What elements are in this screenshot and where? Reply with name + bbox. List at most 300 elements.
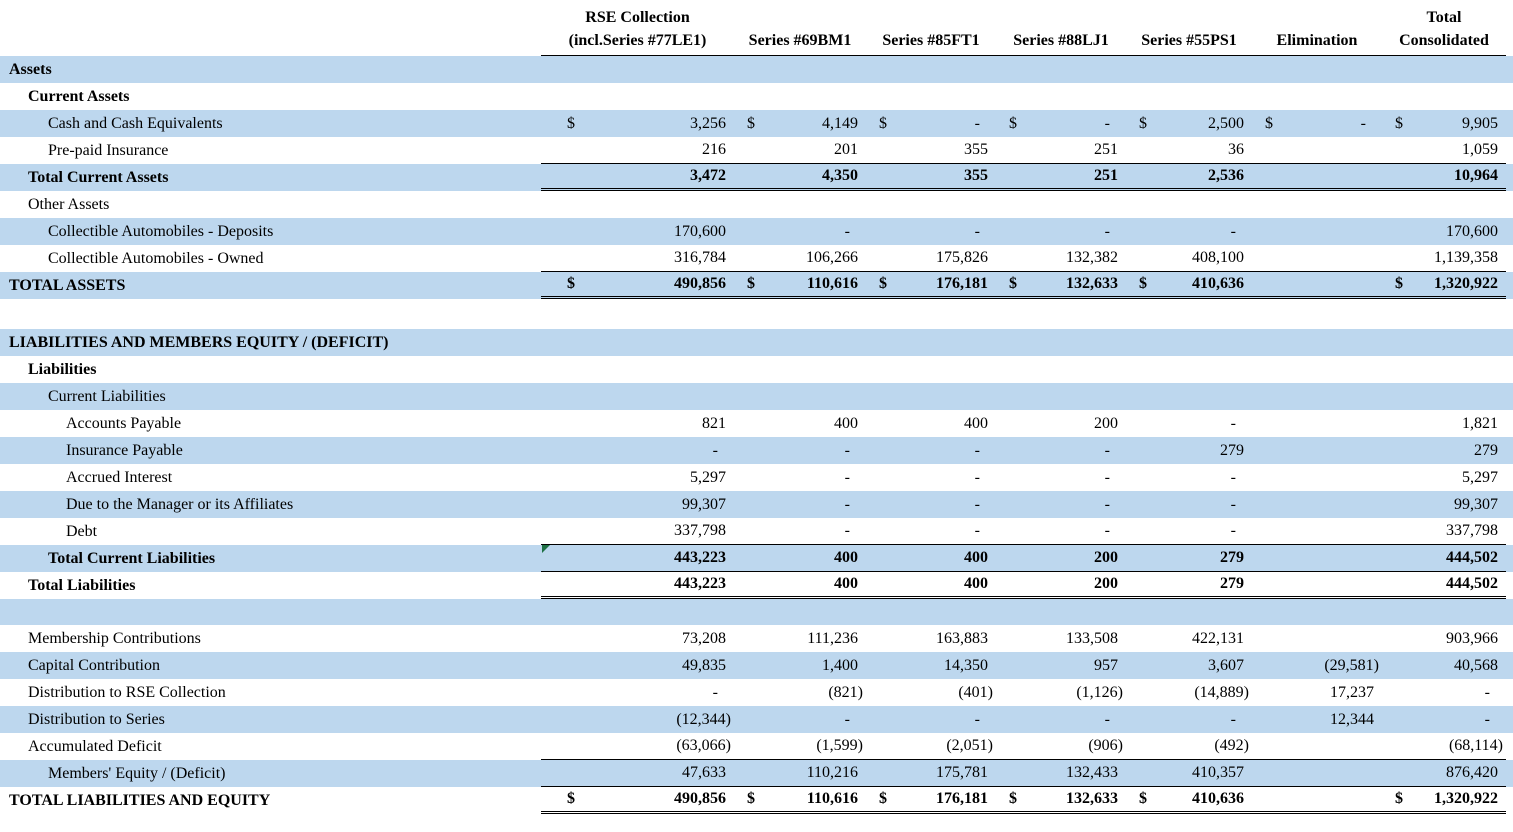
column-header-elimination[interactable]	[1252, 0, 1382, 56]
cell-total-consolidated[interactable]	[1382, 491, 1506, 518]
column-header-series-55ps1[interactable]	[1126, 0, 1252, 56]
cell-value: -	[1360, 114, 1366, 132]
dollar-sign: $	[1009, 790, 1017, 807]
cell-series-85ft1[interactable]	[866, 733, 996, 760]
cell-value: (906)	[1088, 737, 1123, 754]
dollar-sign: $	[879, 275, 887, 292]
row-label[interactable]: TOTAL LIABILITIES AND EQUITY	[9, 791, 271, 809]
cell-value: 400	[834, 575, 858, 592]
cell-rse-collection[interactable]	[541, 787, 734, 814]
cell-value: 1,320,922	[1434, 275, 1498, 292]
cell-value: (492)	[1214, 737, 1249, 754]
cell-rse-collection[interactable]	[541, 491, 734, 518]
cell-series-85ft1[interactable]	[866, 272, 996, 299]
dollar-sign: $	[879, 790, 887, 807]
cell-total-consolidated[interactable]	[1382, 464, 1506, 491]
cell-series-85ft1[interactable]	[866, 164, 996, 191]
cell-total-consolidated[interactable]	[1382, 137, 1506, 164]
cell-value: -	[1484, 683, 1490, 701]
column-header-series-85ft1[interactable]	[866, 0, 996, 56]
cell-series-55ps1[interactable]	[1126, 110, 1252, 137]
row-members-equity-deficit	[0, 760, 1513, 787]
cell-series-88lj1[interactable]	[996, 760, 1126, 787]
cell-value: 422,131	[1192, 629, 1244, 647]
row-label[interactable]: Distribution to Series	[28, 710, 165, 728]
cell-series-55ps1[interactable]	[1126, 545, 1252, 572]
cell-series-88lj1[interactable]	[996, 164, 1126, 191]
cell-value: -	[974, 710, 980, 728]
row-label[interactable]: Current Assets	[28, 87, 130, 105]
cell-elimination[interactable]	[1252, 733, 1382, 760]
cell-series-55ps1[interactable]	[1126, 760, 1252, 787]
cell-series-85ft1[interactable]	[866, 679, 996, 706]
cell-rse-collection[interactable]	[541, 572, 734, 599]
column-header-line2: Series #85FT1	[882, 32, 980, 49]
cell-series-85ft1[interactable]	[866, 491, 996, 518]
cell-elimination[interactable]	[1252, 545, 1382, 572]
cell-total-consolidated[interactable]	[1382, 706, 1506, 733]
cell-value: 279	[1220, 549, 1244, 566]
cell-value: 400	[964, 414, 988, 432]
cell-value: -	[974, 222, 980, 240]
cell-elimination[interactable]	[1252, 110, 1382, 137]
cell-value: 1,059	[1462, 141, 1498, 158]
column-header-line2: Elimination	[1276, 32, 1358, 49]
row-label[interactable]: Due to the Manager or its Affiliates	[66, 495, 294, 513]
cell-series-85ft1[interactable]	[866, 572, 996, 599]
cell-total-consolidated[interactable]	[1382, 272, 1506, 299]
cell-series-69bm1[interactable]	[734, 410, 866, 437]
row-total-assets	[0, 272, 1513, 299]
cell-value: 133,508	[1066, 629, 1118, 647]
column-header-line2: Consolidated	[1399, 32, 1489, 49]
cell-rse-collection[interactable]	[541, 218, 734, 245]
cell-series-69bm1[interactable]	[734, 679, 866, 706]
row-label[interactable]: Collectible Automobiles - Owned	[48, 249, 264, 267]
cell-rse-collection[interactable]	[541, 164, 734, 191]
cell-value: -	[844, 222, 850, 240]
cell-elimination[interactable]	[1252, 760, 1382, 787]
cell-series-85ft1[interactable]	[866, 706, 996, 733]
cell-elimination[interactable]	[1252, 245, 1382, 272]
cell-series-85ft1[interactable]	[866, 518, 996, 545]
cell-total-consolidated[interactable]	[1382, 652, 1506, 679]
cell-value: 5,297	[690, 468, 726, 486]
cell-value: 903,966	[1446, 629, 1498, 647]
cell-series-69bm1[interactable]	[734, 137, 866, 164]
cell-value: 176,181	[936, 790, 988, 807]
cell-value: 47,633	[682, 764, 726, 781]
cell-total-consolidated[interactable]	[1382, 437, 1506, 464]
cell-value: 12,344	[1330, 710, 1374, 728]
cell-value: -	[1104, 468, 1110, 486]
cell-series-88lj1[interactable]	[996, 706, 1126, 733]
cell-value: 408,100	[1192, 249, 1244, 266]
cell-value: 355	[964, 167, 988, 184]
cell-rse-collection[interactable]	[541, 545, 734, 572]
cell-elimination[interactable]	[1252, 625, 1382, 652]
row-label[interactable]: Total Liabilities	[28, 576, 136, 594]
row-label[interactable]: TOTAL ASSETS	[9, 276, 126, 294]
cell-value: 444,502	[1446, 549, 1498, 566]
cell-value: 2,536	[1208, 167, 1244, 184]
cell-value: -	[844, 441, 850, 459]
dollar-sign: $	[879, 114, 887, 132]
cell-value: 40,568	[1454, 656, 1498, 674]
cell-elimination[interactable]	[1252, 272, 1382, 299]
cell-rse-collection[interactable]	[541, 272, 734, 299]
cell-value: 251	[1094, 141, 1118, 158]
cell-value: -	[974, 522, 980, 539]
cell-value: (12,344)	[676, 710, 731, 728]
cell-elimination[interactable]	[1252, 706, 1382, 733]
cell-value: -	[1230, 414, 1236, 432]
cell-series-69bm1[interactable]	[734, 518, 866, 545]
cell-value: 200	[1094, 575, 1118, 592]
cell-value: 132,633	[1066, 790, 1118, 807]
cell-value: -	[1230, 710, 1236, 728]
row-label[interactable]: Debt	[66, 522, 98, 540]
cell-series-88lj1[interactable]	[996, 464, 1126, 491]
cell-total-consolidated[interactable]	[1382, 164, 1506, 191]
cell-series-55ps1[interactable]	[1126, 625, 1252, 652]
cell-series-88lj1[interactable]	[996, 545, 1126, 572]
cell-rse-collection[interactable]	[541, 625, 734, 652]
cell-value: (1,126)	[1076, 683, 1123, 701]
cell-value: 14,350	[944, 656, 988, 674]
cell-elimination[interactable]	[1252, 572, 1382, 599]
cell-value: (68,114)	[1448, 737, 1503, 754]
dollar-sign: $	[747, 790, 755, 807]
row-label[interactable]: Assets	[9, 60, 52, 78]
cell-series-85ft1[interactable]	[866, 625, 996, 652]
cell-rse-collection[interactable]	[541, 652, 734, 679]
cell-value: 1,320,922	[1434, 790, 1498, 807]
row-collectible-automobiles-deposits	[0, 218, 1513, 245]
cell-series-69bm1[interactable]	[734, 706, 866, 733]
cell-series-55ps1[interactable]	[1126, 245, 1252, 272]
column-header-rse-collection[interactable]	[541, 0, 734, 56]
cell-value: 111,236	[807, 629, 858, 647]
cell-series-55ps1[interactable]	[1126, 491, 1252, 518]
cell-series-88lj1[interactable]	[996, 679, 1126, 706]
cell-value: 821	[702, 414, 726, 432]
cell-value: 490,856	[674, 790, 726, 807]
cell-value: 132,633	[1066, 275, 1118, 292]
column-header-line2: Series #69BM1	[748, 32, 852, 49]
cell-elimination[interactable]	[1252, 137, 1382, 164]
cell-value: -	[844, 522, 850, 539]
dollar-sign: $	[1395, 114, 1403, 132]
cell-rse-collection[interactable]	[541, 137, 734, 164]
cell-value: 110,616	[806, 275, 858, 292]
cell-series-69bm1[interactable]	[734, 272, 866, 299]
row-label[interactable]: Total Current Assets	[28, 168, 169, 186]
cell-series-88lj1[interactable]	[996, 652, 1126, 679]
row-label[interactable]: Distribution to RSE Collection	[28, 683, 226, 701]
row-assets	[0, 56, 1513, 83]
cell-total-consolidated[interactable]	[1382, 545, 1506, 572]
cell-value: 176,181	[936, 275, 988, 292]
cell-series-85ft1[interactable]	[866, 787, 996, 814]
row-label[interactable]: Membership Contributions	[28, 629, 201, 647]
cell-series-55ps1[interactable]	[1126, 679, 1252, 706]
row-insurance-payable	[0, 437, 1513, 464]
cell-series-69bm1[interactable]	[734, 110, 866, 137]
cell-series-69bm1[interactable]	[734, 733, 866, 760]
column-header-row	[0, 0, 1513, 56]
row-label[interactable]: Accumulated Deficit	[28, 737, 162, 755]
row-label[interactable]: Total Current Liabilities	[48, 549, 216, 567]
dollar-sign: $	[1139, 790, 1147, 807]
column-header-line1	[1252, 6, 1382, 29]
cell-value: 400	[834, 414, 858, 432]
cell-value: 410,357	[1192, 764, 1244, 781]
column-header-series-88lj1[interactable]	[996, 0, 1126, 56]
cell-value: 316,784	[674, 249, 726, 266]
cell-series-88lj1[interactable]	[996, 572, 1126, 599]
cell-series-85ft1[interactable]	[866, 245, 996, 272]
cell-value: 4,350	[822, 167, 858, 184]
column-header-line2: (incl.Series #77LE1)	[568, 32, 707, 49]
cell-rse-collection[interactable]	[541, 679, 734, 706]
cell-series-55ps1[interactable]	[1126, 652, 1252, 679]
cell-total-consolidated[interactable]	[1382, 733, 1506, 760]
cell-value: 3,607	[1208, 656, 1244, 674]
cell-value: -	[1230, 495, 1236, 513]
cell-series-88lj1[interactable]	[996, 110, 1126, 137]
cell-value: 73,208	[682, 629, 726, 647]
row-label[interactable]: Current Liabilities	[48, 387, 166, 405]
row-label[interactable]: LIABILITIES AND MEMBERS EQUITY / (DEFICIT)	[9, 333, 389, 351]
cell-value: -	[1104, 522, 1110, 539]
cell-total-consolidated[interactable]	[1382, 410, 1506, 437]
cell-rse-collection[interactable]	[541, 464, 734, 491]
cell-series-88lj1[interactable]	[996, 437, 1126, 464]
row-label[interactable]: Cash and Cash Equivalents	[48, 114, 223, 132]
cell-value: -	[974, 441, 980, 459]
cell-series-85ft1[interactable]	[866, 760, 996, 787]
cell-value: 410,636	[1192, 275, 1244, 292]
cell-series-69bm1[interactable]	[734, 464, 866, 491]
row-label[interactable]: Other Assets	[28, 195, 110, 213]
cell-value: 400	[964, 549, 988, 566]
cell-rse-collection[interactable]	[541, 245, 734, 272]
cell-value: 251	[1094, 167, 1118, 184]
cell-series-88lj1[interactable]	[996, 410, 1126, 437]
cell-elimination[interactable]	[1252, 679, 1382, 706]
row-membership-contributions	[0, 625, 1513, 652]
cell-value: -	[844, 468, 850, 486]
cell-series-69bm1[interactable]	[734, 625, 866, 652]
cell-series-55ps1[interactable]	[1126, 218, 1252, 245]
dollar-sign: $	[1009, 114, 1017, 132]
row-distribution-to-rse-collection	[0, 679, 1513, 706]
cell-total-consolidated[interactable]	[1382, 760, 1506, 787]
cell-series-69bm1[interactable]	[734, 491, 866, 518]
cell-rse-collection[interactable]	[541, 706, 734, 733]
cell-value: 355	[964, 141, 988, 158]
cell-series-88lj1[interactable]	[996, 733, 1126, 760]
cell-series-55ps1[interactable]	[1126, 137, 1252, 164]
cell-series-88lj1[interactable]	[996, 518, 1126, 545]
cell-series-88lj1[interactable]	[996, 787, 1126, 814]
cell-total-consolidated[interactable]	[1382, 110, 1506, 137]
row-label[interactable]: Insurance Payable	[66, 441, 183, 459]
cell-series-55ps1[interactable]	[1126, 164, 1252, 191]
cell-value: (29,581)	[1324, 656, 1379, 674]
cell-total-consolidated[interactable]	[1382, 625, 1506, 652]
cell-total-consolidated[interactable]	[1382, 572, 1506, 599]
row-collectible-automobiles-owned	[0, 245, 1513, 272]
cell-value: (2,051)	[946, 737, 993, 754]
cell-value: 337,798	[674, 522, 726, 539]
cell-value: 876,420	[1446, 764, 1498, 781]
cell-value: 132,382	[1066, 249, 1118, 266]
column-header-series-69bm1[interactable]	[734, 0, 866, 56]
cell-series-85ft1[interactable]	[866, 218, 996, 245]
cell-series-88lj1[interactable]	[996, 218, 1126, 245]
cell-series-55ps1[interactable]	[1126, 464, 1252, 491]
dollar-sign: $	[1139, 275, 1147, 292]
cell-rse-collection[interactable]	[541, 437, 734, 464]
cell-series-88lj1[interactable]	[996, 272, 1126, 299]
cell-value: -	[1104, 710, 1110, 728]
cell-series-69bm1[interactable]	[734, 437, 866, 464]
cell-series-88lj1[interactable]	[996, 625, 1126, 652]
cell-series-85ft1[interactable]	[866, 137, 996, 164]
cell-elimination[interactable]	[1252, 437, 1382, 464]
cell-value: -	[712, 683, 718, 701]
cell-series-69bm1[interactable]	[734, 572, 866, 599]
cell-rse-collection[interactable]	[541, 110, 734, 137]
cell-elimination[interactable]	[1252, 218, 1382, 245]
cell-series-69bm1[interactable]	[734, 787, 866, 814]
cell-value: -	[844, 495, 850, 513]
cell-value: 957	[1094, 656, 1118, 674]
cell-value: 201	[834, 141, 858, 158]
column-header-line1	[866, 6, 996, 29]
cell-total-consolidated[interactable]	[1382, 679, 1506, 706]
column-header-total-consolidated[interactable]	[1382, 0, 1506, 56]
cell-elimination[interactable]	[1252, 464, 1382, 491]
cell-series-55ps1[interactable]	[1126, 706, 1252, 733]
dollar-sign: $	[747, 275, 755, 292]
cell-elimination[interactable]	[1252, 491, 1382, 518]
cell-series-85ft1[interactable]	[866, 464, 996, 491]
cell-series-55ps1[interactable]	[1126, 437, 1252, 464]
cell-value: 444,502	[1446, 575, 1498, 592]
cell-value: 1,821	[1462, 414, 1498, 432]
cell-rse-collection[interactable]	[541, 518, 734, 545]
dollar-sign: $	[567, 790, 575, 807]
cell-value: -	[1104, 495, 1110, 513]
cell-value: -	[1104, 441, 1110, 459]
cell-series-69bm1[interactable]	[734, 760, 866, 787]
row-label[interactable]: Collectible Automobiles - Deposits	[48, 222, 274, 240]
row-total-current-liabilities	[0, 545, 1513, 572]
cell-value: 106,266	[806, 249, 858, 266]
cell-series-55ps1[interactable]	[1126, 787, 1252, 814]
dollar-sign: $	[1265, 114, 1273, 132]
cell-value: 279	[1220, 441, 1244, 459]
cell-elimination[interactable]	[1252, 410, 1382, 437]
cell-value: 175,826	[936, 249, 988, 266]
cell-value: 5,297	[1462, 468, 1498, 486]
cell-total-consolidated[interactable]	[1382, 787, 1506, 814]
cell-value: 3,256	[690, 114, 726, 132]
cell-value: 99,307	[682, 495, 726, 513]
row-label[interactable]: Accounts Payable	[66, 414, 182, 432]
cell-value: 1,139,358	[1434, 249, 1498, 266]
cell-value: -	[1230, 222, 1236, 240]
cell-series-69bm1[interactable]	[734, 545, 866, 572]
row-distribution-to-series	[0, 706, 1513, 733]
cell-total-consolidated[interactable]	[1382, 218, 1506, 245]
cell-total-consolidated[interactable]	[1382, 518, 1506, 545]
cell-value: 1,400	[822, 656, 858, 674]
row-label[interactable]: Accrued Interest	[66, 468, 173, 486]
cell-series-85ft1[interactable]	[866, 437, 996, 464]
column-header-line1	[1126, 6, 1252, 29]
cell-series-88lj1[interactable]	[996, 491, 1126, 518]
cell-rse-collection[interactable]	[541, 760, 734, 787]
row-label[interactable]: Capital Contribution	[28, 656, 160, 674]
cell-rse-collection[interactable]	[541, 410, 734, 437]
cell-value: 175,781	[936, 764, 988, 781]
cell-total-consolidated[interactable]	[1382, 245, 1506, 272]
cell-rse-collection[interactable]	[541, 733, 734, 760]
column-header-line1	[996, 6, 1126, 29]
cell-series-85ft1[interactable]	[866, 545, 996, 572]
column-header-line1	[734, 6, 866, 29]
cell-value: -	[974, 114, 980, 132]
cell-series-55ps1[interactable]	[1126, 410, 1252, 437]
row-label[interactable]: Members' Equity / (Deficit)	[48, 764, 226, 782]
cell-value: (14,889)	[1194, 683, 1249, 701]
row-accounts-payable	[0, 410, 1513, 437]
cell-series-69bm1[interactable]	[734, 652, 866, 679]
cell-series-55ps1[interactable]	[1126, 518, 1252, 545]
cell-series-55ps1[interactable]	[1126, 733, 1252, 760]
row-label[interactable]: Liabilities	[28, 360, 97, 378]
cell-series-85ft1[interactable]	[866, 652, 996, 679]
row-debt	[0, 518, 1513, 545]
cell-series-69bm1[interactable]	[734, 218, 866, 245]
cell-elimination[interactable]	[1252, 164, 1382, 191]
cell-value: 2,500	[1208, 114, 1244, 132]
cell-series-69bm1[interactable]	[734, 245, 866, 272]
cell-series-55ps1[interactable]	[1126, 272, 1252, 299]
cell-value: 36	[1228, 141, 1244, 158]
cell-elimination[interactable]	[1252, 652, 1382, 679]
cell-elimination[interactable]	[1252, 787, 1382, 814]
dollar-sign: $	[1395, 790, 1403, 807]
cell-series-88lj1[interactable]	[996, 245, 1126, 272]
column-header-line1: Total	[1426, 9, 1462, 26]
row-label[interactable]: Pre-paid Insurance	[48, 141, 169, 159]
cell-series-85ft1[interactable]	[866, 410, 996, 437]
cell-value: -	[1230, 522, 1236, 539]
cell-series-85ft1[interactable]	[866, 110, 996, 137]
cell-value: -	[974, 468, 980, 486]
cell-series-69bm1[interactable]	[734, 164, 866, 191]
cell-value: 400	[964, 575, 988, 592]
cell-value: 49,835	[682, 656, 726, 674]
cell-elimination[interactable]	[1252, 518, 1382, 545]
cell-series-88lj1[interactable]	[996, 137, 1126, 164]
cell-series-55ps1[interactable]	[1126, 572, 1252, 599]
